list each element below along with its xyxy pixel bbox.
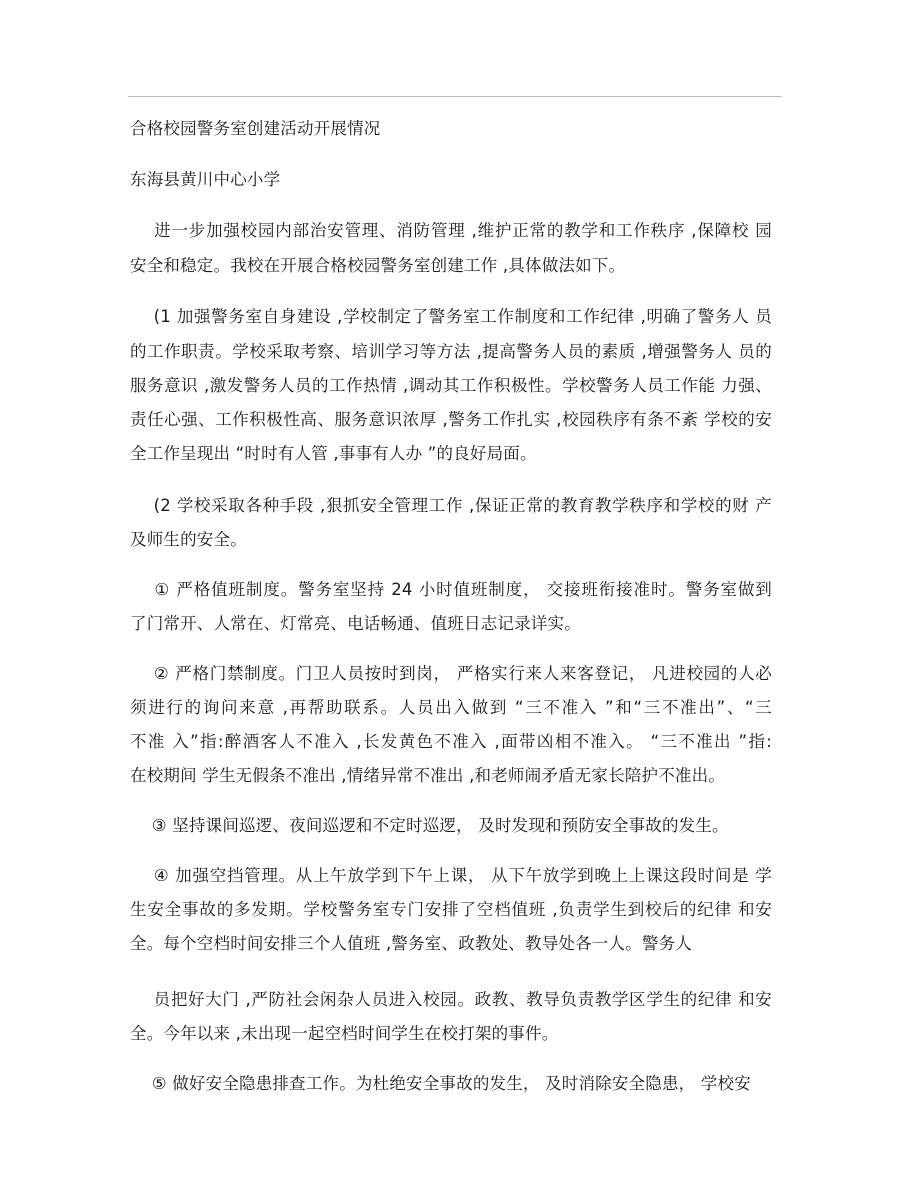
paragraph-line: 及师生的安全。 xyxy=(130,530,247,549)
paragraph-line: 责任心强、工作积极性高、服务意识浓厚 ,警务工作扎实 ,校园秩序有条不紊 学校的安 xyxy=(130,410,772,429)
paragraph-line: ① 严格值班制度。警务室坚持 24 小时值班制度， 交接班衔接准时。警务室做到 xyxy=(130,580,772,599)
paragraph-line: 全。今年以来 ,未出现一起空档时间学生在校打架的事件。 xyxy=(130,1024,559,1043)
paragraph-line: (1 加强警务室自身建设 ,学校制定了警务室工作制度和工作纪律 ,明确了警务人 员 xyxy=(130,307,772,326)
paragraph-line: 须进行的询问来意 ,再帮助联系。人员出入做到 “三不准入 ”和“三不准出”、“三 xyxy=(130,698,772,717)
paragraph-line: (2 学校采取各种手段 ,狠抓安全管理工作 ,保证正常的教育教学秩序和学校的财 产 xyxy=(130,496,772,515)
paragraph-line: ③ 坚持课间巡逻、夜间巡逻和不定时巡逻， 及时发现和预防安全事故的发生。 xyxy=(130,816,729,835)
paragraph-line: 的工作职责。学校采取考察、培训学习等方法 ,提高警务人员的素质 ,增强警务人 员的 xyxy=(130,342,772,361)
document-title: 合格校园警务室创建活动开展情况 xyxy=(130,119,381,138)
paragraph-line: 进一步加强校园内部治安管理、消防管理 ,维护正常的教学和工作秩序 ,保障校 园 xyxy=(130,221,772,240)
paragraph-line: 在校期间 学生无假条不准出 ,情绪异常不准出 ,和老师闹矛盾无家长陪护不准出。 xyxy=(130,766,726,785)
paragraph-line: ② 严格门禁制度。门卫人员按时到岗， 严格实行来人来客登记， 凡进校园的人必 xyxy=(130,664,772,683)
paragraph-line: 服务意识 ,激发警务人员的工作热情 ,调动其工作积极性。学校警务人员工作能 力强、 xyxy=(130,376,772,395)
paragraph-line: 了门常开、人常在、灯常亮、电话畅通、值班日志记录详实。 xyxy=(130,614,581,633)
paragraph-line: 不准 入”指:醉酒客人不准入 ,长发黄色不准入 ,面带凶相不准入。 “三不准出 ”指: xyxy=(130,732,772,751)
paragraph-line: 生安全事故的多发期。学校警务室专门安排了空档值班 ,负责学生到校后的纪律 和安 xyxy=(130,900,772,919)
header-rule xyxy=(128,96,782,97)
school-name: 东海县黄川中心小学 xyxy=(130,170,281,189)
paragraph-line: 安全和稳定。我校在开展合格校园警务室创建工作 ,具体做法如下。 xyxy=(130,256,626,275)
paragraph-line: ④ 加强空挡管理。从上午放学到下午上课， 从下午放学到晚上上课这段时间是 学 xyxy=(130,866,772,885)
paragraph-line: 全工作呈现出 “时时有人管 ,事事有人办 ”的良好局面。 xyxy=(130,444,537,463)
paragraph-line: ⑤ 做好安全隐患排查工作。为杜绝安全事故的发生， 及时消除安全隐患， 学校安 xyxy=(130,1074,751,1093)
paragraph-line: 员把好大门 ,严防社会闲杂人员进入校园。政教、教导负责教学区学生的纪律 和安 xyxy=(130,990,772,1009)
paragraph-line: 全。每个空档时间安排三个人值班 ,警务室、政教处、教导处各一人。警务人 xyxy=(130,934,692,953)
